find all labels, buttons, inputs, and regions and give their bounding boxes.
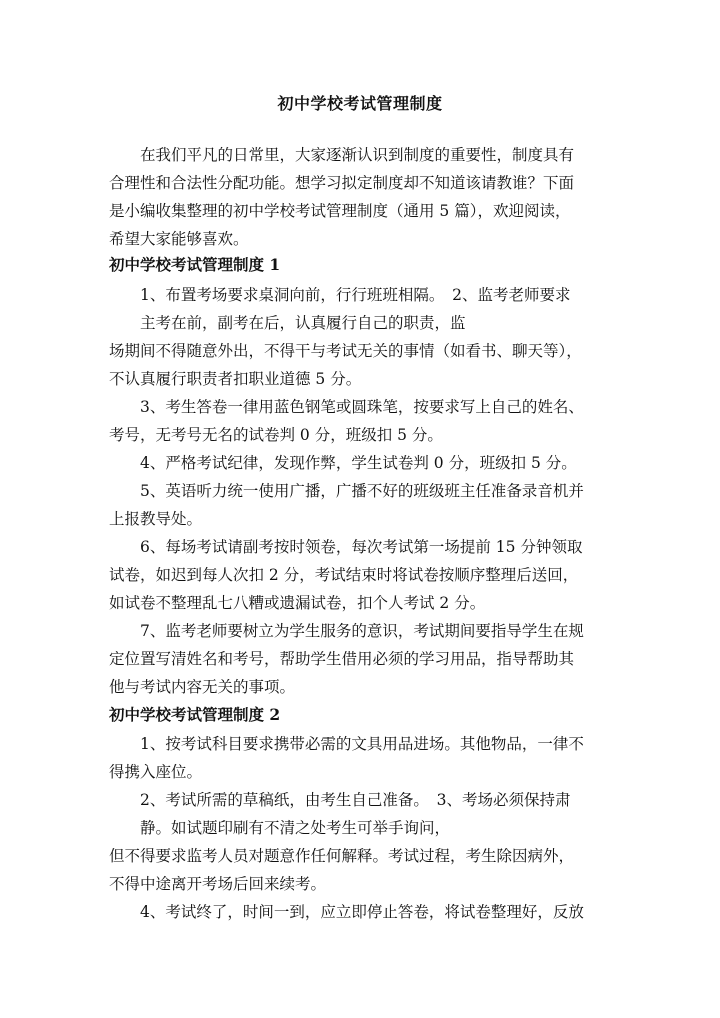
s1-item6-paragraph: [109, 533, 615, 617]
s1-item4-5-paragraph: [109, 449, 615, 533]
s2-item4-paragraph: [109, 898, 615, 926]
paragraph-line: 1、布置考场要求桌洞向前，行行班班相隔。 2、监考老师要求: [109, 286, 571, 304]
s1-item3-paragraph: [109, 393, 615, 449]
paragraph-line: 4、严格考试纪律，发现作弊，学生试卷判 0 分，班级扣 5 分。: [109, 454, 577, 472]
intro-line: 是小编收集整理的初中学校考试管理制度（通用 5 篇），欢迎阅读，: [109, 202, 571, 220]
paragraph-line: 3、考生答卷一律用蓝色钢笔或圆珠笔，按要求写上自己的姓名、: [109, 398, 584, 416]
s1-item7-paragraph: [109, 617, 615, 701]
paragraph-line: 5、英语听力统一使用广播，广播不好的班级班主任准备录音机并: [109, 482, 584, 500]
paragraph-line: 6、每场考试请副考按时领卷，每次考试第一场提前 15 分钟领取: [109, 538, 583, 556]
s1-item1-continuation: [109, 337, 615, 393]
intro-line: 在我们平凡的日常里，大家逐渐认识到制度的重要性，制度具有: [109, 146, 575, 164]
s2-item1-paragraph: [109, 730, 615, 786]
paragraph-line: 2、考试所需的草稿纸，由考生自己准备。 3、考场必须保持肃: [109, 791, 571, 809]
paragraph-line: 场期间不得随意外出，不得干与考试无关的事情（如看书、聊天等），: [109, 342, 582, 360]
s2-item2-3-paragraph: [109, 786, 615, 842]
paragraph-line: 但不得要求监考人员对题意作任何解释。考试过程，考生除因病外，: [109, 847, 575, 865]
paragraph-line: 不得中途离开考场后回来续考。: [109, 875, 327, 893]
paragraph-line: 静。如试题印刷有不清之处考生可举手询问，: [109, 819, 451, 837]
paragraph-line: 4、考试终了，时间一到，应立即停止答卷，将试卷整理好，反放: [109, 903, 584, 921]
intro-line: 合理性和合法性分配功能。想学习拟定制度却不知道该请教谁？下面: [109, 174, 575, 192]
s1-item1-paragraph: [109, 281, 615, 337]
intro-line: 希望大家能够喜欢。: [109, 230, 249, 248]
section2-heading: 初中学校考试管理制度 2: [109, 705, 281, 724]
paragraph-line: 试卷，如迟到每人次扣 2 分，考试结束时将试卷按顺序整理后送回，: [109, 566, 579, 584]
paragraph-line: 考号，无考号无名的试卷判 0 分，班级扣 5 分。: [109, 426, 443, 444]
paragraph-line: 如试卷不整理乱七八糟或遗漏试卷，扣个人考试 2 分。: [109, 594, 486, 612]
intro-paragraph: [109, 141, 615, 253]
s2-item3-continuation: [109, 842, 615, 898]
paragraph-line: 上报教导处。: [109, 510, 203, 528]
section1-heading: 初中学校考试管理制度 1: [109, 255, 281, 274]
paragraph-line: 他与考试内容无关的事项。: [109, 678, 296, 696]
paragraph-line: 主考在前，副考在后，认真履行自己的职责，监: [109, 314, 466, 332]
paragraph-line: 定位置写清姓名和考号，帮助学生借用必须的学习用品，指导帮助其: [109, 650, 575, 668]
paragraph-line: 1、按考试科目要求携带必需的文具用品进场。其他物品，一律不: [109, 735, 584, 753]
paragraph-line: 不认真履行职责者扣职业道德 5 分。: [109, 370, 362, 388]
document-title: 初中学校考试管理制度: [277, 94, 443, 113]
paragraph-line: 7、监考老师要树立为学生服务的意识，考试期间要指导学生在规: [109, 622, 584, 640]
paragraph-line: 得携入座位。: [109, 763, 203, 781]
